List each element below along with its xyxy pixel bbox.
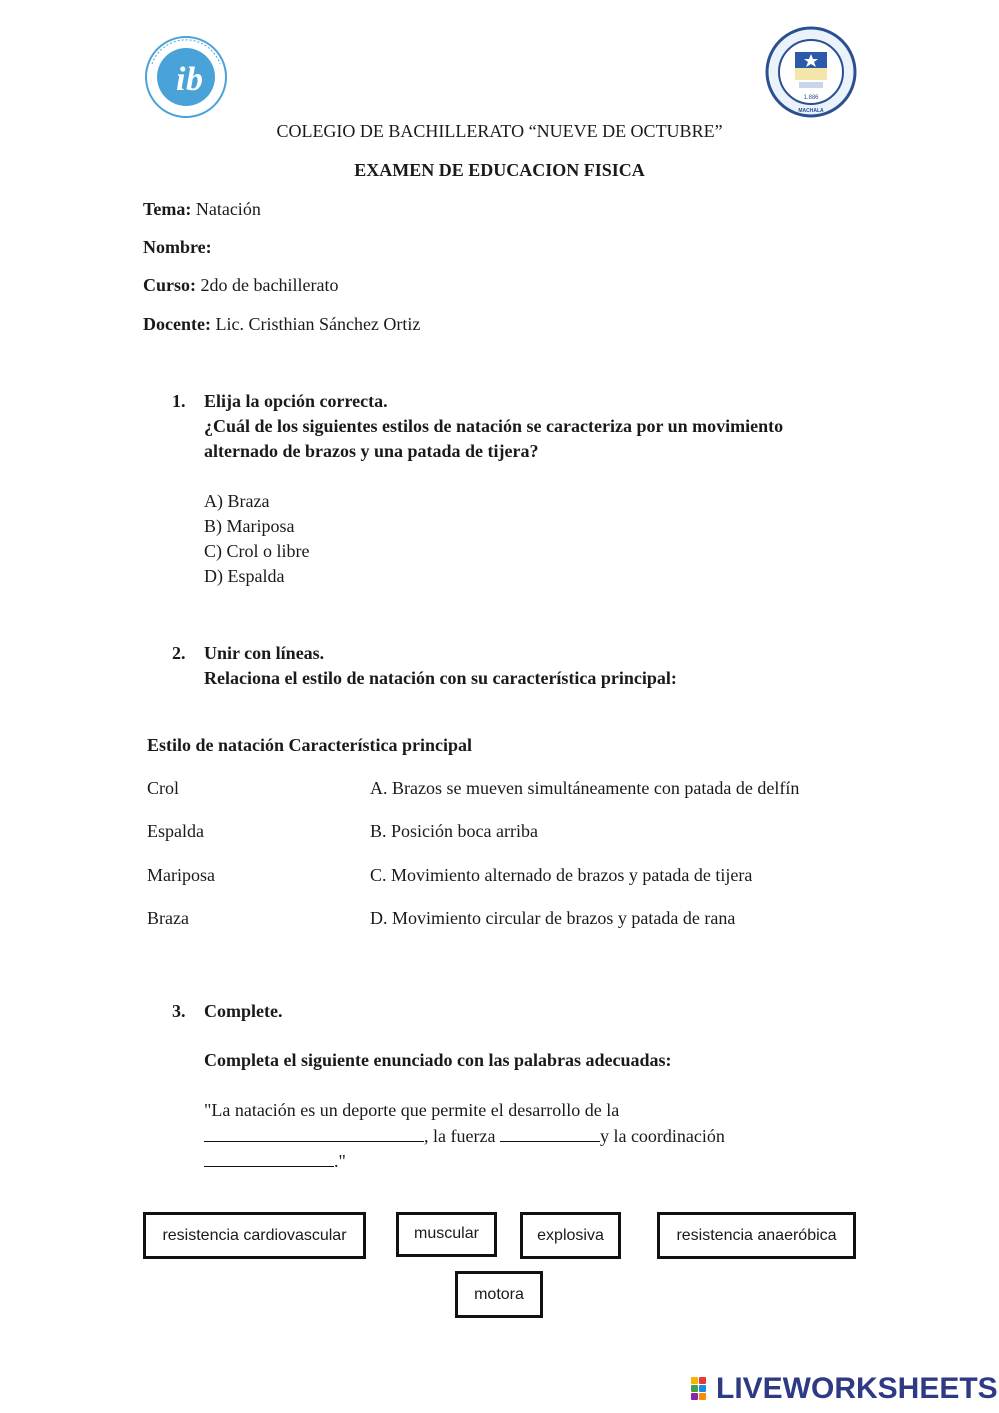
curso-line xyxy=(143,273,338,298)
school-name: COLEGIO DE BACHILLERATO “NUEVE DE OCTUBRE” xyxy=(276,121,723,141)
match-style-item[interactable]: Braza xyxy=(147,908,189,928)
match-characteristic-item[interactable]: A. Brazos se mueven simultáneamente con patada de delfín xyxy=(370,778,800,798)
q2-table-header: Estilo de natación Característica principal xyxy=(147,735,472,755)
docente-label: Docente: xyxy=(143,314,211,334)
q3-number: 3. xyxy=(172,1001,186,1021)
tema-label: Tema: xyxy=(143,199,192,219)
q1-option-d[interactable]: D) Espalda xyxy=(204,566,285,586)
q2-instruction: Unir con líneas. xyxy=(204,643,325,663)
match-characteristic-item[interactable]: B. Posición boca arriba xyxy=(370,821,538,841)
docente-value: Lic. Cristhian Sánchez Ortiz xyxy=(210,314,421,334)
q3-prompt: Completa el siguiente enunciado con las palabras adecuadas: xyxy=(204,1050,672,1070)
match-style-item[interactable]: Espalda xyxy=(147,821,204,841)
word-bank-item[interactable]: resistencia cardiovascular xyxy=(143,1212,366,1259)
blank-3-drop-zone[interactable] xyxy=(204,1148,334,1167)
match-style-item[interactable]: Mariposa xyxy=(147,865,215,885)
word-bank-item[interactable]: muscular xyxy=(396,1212,497,1257)
q3-line3-end: ." xyxy=(334,1151,346,1171)
liveworksheets-wordmark: LIVEWORKSHEETS xyxy=(716,1372,998,1405)
tema-line xyxy=(143,197,261,222)
ib-world-school-logo xyxy=(140,34,232,120)
tema-value: Natación xyxy=(191,199,261,219)
q3-sentence-line1: "La natación es un deporte que permite el desarrollo de la xyxy=(204,1100,620,1120)
word-bank-item[interactable]: motora xyxy=(455,1271,543,1318)
match-characteristic-item[interactable]: D. Movimiento circular de brazos y patada de rana xyxy=(370,908,736,928)
word-bank-item[interactable]: resistencia anaeróbica xyxy=(657,1212,856,1259)
seal-year: 1.886 xyxy=(803,95,819,101)
curso-label: Curso: xyxy=(143,275,196,295)
q3-line2-end: y la coordinación xyxy=(599,1126,725,1146)
liveworksheets-logo-icon xyxy=(690,1376,716,1402)
svg-text:b: b xyxy=(186,61,203,98)
q2-number: 2. xyxy=(172,643,186,663)
school-seal-logo xyxy=(765,26,857,118)
q1-option-c[interactable]: C) Crol o libre xyxy=(204,541,310,561)
blank-1-drop-zone[interactable] xyxy=(204,1123,424,1142)
q3-sentence-line2 xyxy=(204,1123,725,1149)
q1-number: 1. xyxy=(172,391,186,411)
q1-option-b[interactable]: B) Mariposa xyxy=(204,516,295,536)
exam-title: EXAMEN DE EDUCACION FISICA xyxy=(354,160,645,180)
word-bank-item[interactable]: explosiva xyxy=(520,1212,621,1259)
match-characteristic-item[interactable]: C. Movimiento alternado de brazos y patada de tijera xyxy=(370,865,753,885)
curso-value: 2do de bachillerato xyxy=(196,275,339,295)
q3-line2-mid: , la fuerza xyxy=(424,1126,500,1146)
q1-option-a[interactable]: A) Braza xyxy=(204,491,270,511)
q1-question-line1: ¿Cuál de los siguientes estilos de natación se caracteriza por un movimiento xyxy=(204,416,784,436)
nombre-label: Nombre: xyxy=(143,237,212,257)
match-style-item[interactable]: Crol xyxy=(147,778,180,798)
seal-city: MACHALA xyxy=(798,108,824,114)
svg-text:i: i xyxy=(176,61,186,98)
docente-line xyxy=(143,312,420,337)
liveworksheets-brand[interactable] xyxy=(690,1372,998,1406)
q3-instruction: Complete. xyxy=(204,1001,283,1021)
q3-sentence-line3 xyxy=(204,1148,346,1174)
q2-prompt: Relaciona el estilo de natación con su característica principal: xyxy=(204,668,677,688)
q1-question-line2: alternado de brazos y una patada de tijera? xyxy=(204,441,539,461)
blank-2-drop-zone[interactable] xyxy=(500,1123,600,1142)
q1-instruction: Elija la opción correcta. xyxy=(204,391,388,411)
nombre-line xyxy=(143,235,212,260)
